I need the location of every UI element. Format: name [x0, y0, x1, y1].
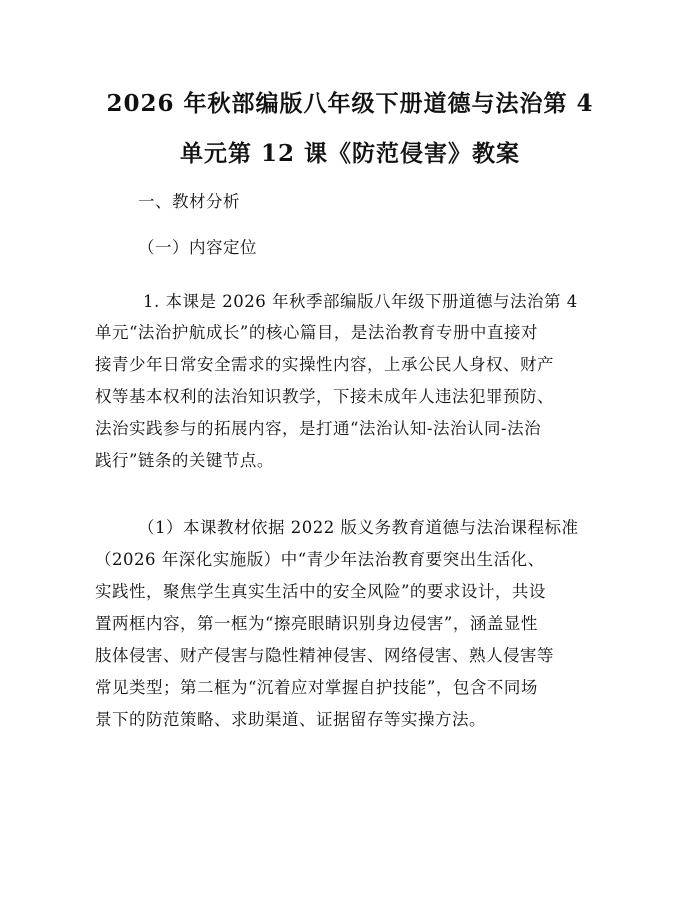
paragraph-2-line-2: （2026 年深化实施版）中“青少年法治教育要突出生活化、 — [95, 550, 545, 569]
paragraph-1-line-5: 法治实践参与的拓展内容，是打通“法治认知-法治认同-法治 — [95, 419, 542, 438]
paragraph-1-line-6: 践行”链条的关键节点。 — [95, 451, 274, 470]
subsection-heading: （一）内容定位 — [138, 238, 257, 257]
document-title-line-2: 单元第 12 课《防范侵害》教案 — [179, 140, 521, 167]
section-heading: 一、教材分析 — [138, 192, 240, 211]
paragraph-2-line-5: 肢体侵害、财产侵害与隐性精神侵害、网络侵害、熟人侵害等 — [95, 646, 554, 665]
paragraph-1-line-4: 权等基本权利的法治知识教学，下接未成年人违法犯罪预防、 — [95, 387, 554, 406]
paragraph-2-line-4: 置两框内容，第一框为“擦亮眼睛识别身边侵害”，涵盖显性 — [95, 614, 538, 633]
paragraph-2-line-7: 景下的防范策略、求助渠道、证据留存等实操方法。 — [95, 710, 486, 729]
paragraph-2-line-3: 实践性，聚焦学生真实生活中的安全风险”的要求设计，共设 — [95, 582, 546, 601]
document-title-line-1: 2026 年秋部编版八年级下册道德与法治第 4 — [106, 90, 594, 117]
paragraph-1-line-1: 1. 本课是 2026 年秋季部编版八年级下册道德与法治第 4 — [143, 292, 578, 311]
paragraph-1-line-3: 接青少年日常安全需求的实操性内容，上承公民人身权、财产 — [95, 355, 554, 374]
paragraph-2-line-6: 常见类型；第二框为“沉着应对掌握自护技能”，包含不同场 — [95, 678, 538, 697]
paragraph-1-line-2: 单元“法治护航成长”的核心篇目，是法治教育专册中直接对 — [95, 323, 538, 342]
paragraph-2-line-1: （1）本课教材依据 2022 版义务教育道德与法治课程标准 — [138, 518, 579, 537]
